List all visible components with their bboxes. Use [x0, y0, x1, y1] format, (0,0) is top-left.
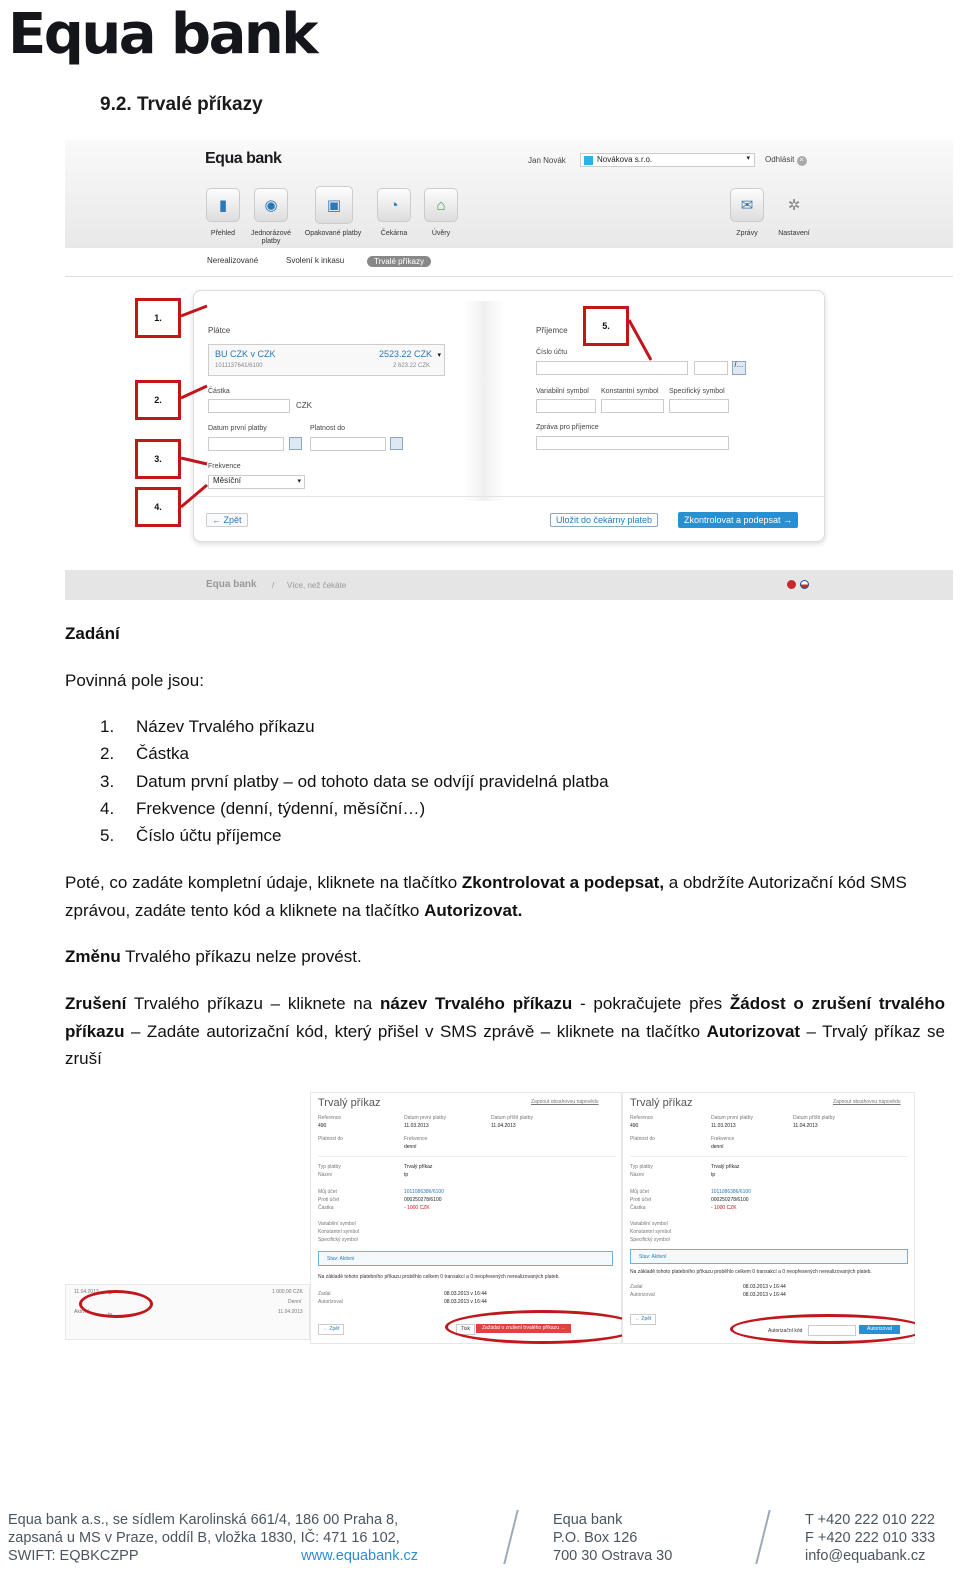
footer-fax: F +420 222 010 333 — [805, 1530, 936, 1546]
company-name: Novákova s.r.o. — [597, 155, 653, 164]
waiting-room-icon[interactable]: ◔ — [377, 188, 411, 222]
to-account-label: Proti účet — [318, 1197, 340, 1203]
footer-phone: T +420 222 010 222 — [805, 1512, 935, 1528]
name-value: tp — [404, 1172, 409, 1178]
auth-code-label: Autorizační kód — [768, 1328, 803, 1334]
ss-label: Specifický symbol — [669, 388, 725, 395]
status-bar — [630, 1249, 908, 1264]
notice-text: Na základě tohoto platebního příkazu proběhlo celkem 0 transakcí a 0 neopřesených nerealizovaných plateb. — [630, 1269, 872, 1275]
cancel-order-screenshot — [65, 1092, 915, 1344]
overview-icon[interactable]: ▮ — [206, 188, 240, 222]
list-state: Aktivní — [74, 1309, 90, 1315]
ks-label: Konstantní symbol — [601, 388, 659, 395]
status-bar — [318, 1251, 613, 1266]
footer-company-info — [8, 1511, 418, 1565]
list-amount: 1 000,00 CZK — [272, 1289, 303, 1295]
next-date-label: Datum příští platby — [793, 1115, 835, 1121]
highlight-cancel-request — [445, 1310, 639, 1344]
valid-label: Platnost do — [630, 1136, 656, 1142]
chevron-down-icon: ▾ — [746, 155, 750, 162]
payer-account-name: BU CZK v CZK — [215, 349, 276, 359]
footer-line: Equa bank a.s., se sídlem Karolinská 661/4, 186 00 Praha 8, — [8, 1512, 399, 1528]
authorized-label: Autorizoval — [630, 1292, 655, 1298]
highlight-order-name — [79, 1290, 153, 1318]
save-to-waiting-button[interactable]: Uložit do čekárny plateb — [550, 513, 658, 527]
panel-title: Trvalý příkaz — [318, 1097, 381, 1109]
name-label: Název — [318, 1172, 333, 1178]
footer-postal — [553, 1511, 672, 1565]
logout-link[interactable]: Odhlásit × — [765, 155, 807, 166]
next-date-label: Datum příští platby — [491, 1115, 533, 1121]
print-button[interactable]: Tisk — [456, 1324, 475, 1335]
reference-value: 490 — [318, 1123, 327, 1129]
list-tp: tp — [108, 1290, 113, 1296]
divider — [318, 1156, 616, 1157]
subnav-unrealized[interactable]: Nerealizované — [207, 256, 259, 265]
valid-label: Platnost do — [318, 1136, 344, 1142]
paragraph-submit: Poté, co zadáte kompletní údaje, kliknete na tlačítko Zkontrolovat a podepsat, a obdržíte Autorizační kód SMS zprávou, zadáte tento kód a kliknete na tlačítko Autorizovat. — [65, 873, 907, 920]
ks-label: Konstantní symbol — [318, 1229, 360, 1235]
frequency-label: Frekvence — [208, 463, 241, 470]
message-label: Zpráva pro příjemce — [536, 424, 599, 431]
reference-label: Reference — [318, 1115, 342, 1121]
marker-4: 4. — [135, 487, 181, 527]
ks-label: Konstantní symbol — [630, 1229, 672, 1235]
footer-line: P.O. Box 126 — [553, 1530, 638, 1546]
recipient-heading: Příjemce — [536, 326, 568, 335]
paragraph-change: Změnu Trvalého příkazu nelze provést. — [65, 947, 362, 966]
loans-icon[interactable]: ⌂ — [424, 188, 458, 222]
bank-list-button[interactable]: /… — [732, 361, 746, 375]
status-text: Stav: Aktivní — [327, 1256, 355, 1262]
chevron-down-icon: ▾ — [297, 478, 301, 485]
footer-line: zapsaná u MS v Praze, oddíl B, vložka 1830, IČ: 471 16 102, — [8, 1530, 400, 1546]
nav-waiting-room[interactable]: Čekárna — [380, 230, 408, 237]
cancel-request-button[interactable]: Zažádat o zrušení trvalého příkazu → — [476, 1324, 571, 1333]
panel-title: Trvalý příkaz — [630, 1097, 693, 1109]
name-value: tp — [711, 1172, 716, 1178]
entered-label: Zadal — [630, 1284, 643, 1290]
app-logo: Equa bank — [205, 150, 282, 167]
settings-gear-icon[interactable]: ✲ — [787, 197, 801, 214]
footer-divider — [503, 1510, 518, 1564]
footer-slogan: Více, než čekáte — [287, 581, 347, 590]
nav-recurring-payments[interactable]: Opakované platby — [304, 230, 362, 237]
marker-arrows — [65, 140, 953, 600]
first-date-value: 11.03.2013 — [404, 1123, 429, 1129]
divider — [630, 1156, 908, 1157]
highlight-authorize — [730, 1314, 915, 1344]
to-account-value: 000250278/6100 — [711, 1197, 749, 1203]
entered-label: Zadal — [318, 1291, 331, 1297]
account-label: Číslo účtu — [536, 349, 568, 356]
freq-value: denní — [711, 1144, 724, 1150]
back-button[interactable]: ← Zpět — [318, 1324, 344, 1335]
footer-email[interactable]: info@equabank.cz — [805, 1548, 926, 1564]
order-detail-panel — [310, 1092, 622, 1344]
authorize-button[interactable]: Autorizovat — [859, 1325, 900, 1334]
chevron-down-icon: ▾ — [437, 352, 441, 359]
first-date-label: Datum první platby — [404, 1115, 446, 1121]
footer-divider — [755, 1510, 770, 1564]
reference-label: Reference — [630, 1115, 654, 1121]
marker-3: 3. — [135, 439, 181, 479]
freq-value: denní — [404, 1144, 417, 1150]
amount-value: - 1000 CZK — [404, 1205, 430, 1211]
list-item: 1. Název Trvalého příkazu — [100, 717, 315, 736]
mandatory-label: Povinná pole jsou: — [65, 671, 204, 690]
first-date-label: Datum první platby — [208, 425, 267, 432]
authorized-value: 08.03.2013 v 16:44 — [743, 1292, 786, 1298]
nav-single-payments[interactable]: Jednorázové platby — [250, 230, 292, 245]
nav-loans[interactable]: Úvěry — [431, 230, 451, 237]
messages-icon[interactable]: ✉ — [730, 188, 764, 222]
authorized-label: Autorizoval — [318, 1299, 343, 1305]
footer-web-link[interactable]: www.equabank.cz — [301, 1548, 418, 1564]
list-item: 2. Částka — [100, 744, 189, 763]
first-date-label: Datum první platby — [711, 1115, 753, 1121]
heading-zadani: Zadání — [65, 624, 120, 643]
entered-value: 08.03.2013 v 16:44 — [743, 1284, 786, 1290]
list-frequency: Denní — [288, 1299, 302, 1305]
type-value: Trvalý příkaz — [711, 1164, 740, 1170]
vs-label: Variabilní symbol — [630, 1221, 668, 1227]
help-link[interactable]: Zapnout obsahovou nápovědu — [833, 1099, 901, 1105]
my-account-value[interactable]: 1011086386/6100 — [404, 1189, 444, 1195]
notice-text: Na základě tohoto platebního příkazu proběhlo celkem 0 transakcí a 0 neopřesených nerealizovaných plateb. — [318, 1274, 560, 1280]
subnav-direct-debit[interactable]: Svolení k inkasu — [286, 256, 345, 265]
payer-account-number: 1011137641/6100 — [215, 363, 263, 369]
footer-slash: / — [272, 581, 275, 590]
amount-label: Částka — [208, 388, 230, 395]
currency-label: CZK — [296, 401, 312, 410]
to-account-label: Proti účet — [630, 1197, 652, 1203]
check-and-sign-button[interactable]: Zkontrolovat a podepsat → — [678, 512, 798, 528]
section-title: 9.2. Trvalé příkazy — [100, 94, 263, 115]
close-icon: × — [797, 156, 807, 166]
valid-to-label: Platnost do — [310, 425, 346, 432]
type-label: Typ platby — [630, 1164, 653, 1170]
reference-value: 490 — [630, 1123, 639, 1129]
ss-label: Specifický symbol — [630, 1237, 670, 1243]
status-text: Stav: Aktivní — [639, 1254, 667, 1260]
nav-settings[interactable]: Nastavení — [778, 230, 810, 237]
footer-line: 700 30 Ostrava 30 — [553, 1548, 673, 1564]
next-date-value: 11.04.2013 — [491, 1123, 516, 1129]
list-item: 5. Číslo účtu příjemce — [100, 826, 282, 845]
payer-balance: 2523.22 CZK — [379, 349, 433, 359]
help-link[interactable]: Zapnout obsahovou nápovědu — [531, 1099, 599, 1105]
to-account-value: 000250278/6100 — [404, 1197, 442, 1203]
paragraph-cancel: Zrušení Trvalého příkazu – kliknete na název Trvalého příkazu - pokračujete přes Žádost o zrušení trvalého příkazu – Zadáte autorizační kód, který přišel v SMS zprávě – kliknete na tlačítko Autorizovat – Trvalý příkaz se zruší — [65, 994, 946, 1068]
nav-messages[interactable]: Zprávy — [736, 230, 758, 237]
equa-bank-logo: Equa bank — [8, 2, 316, 67]
type-label: Typ platby — [318, 1164, 341, 1170]
marker-1: 1. — [135, 298, 181, 338]
amount-label: Částka — [318, 1205, 334, 1211]
vs-label: Variabilní symbol — [318, 1221, 356, 1227]
ss-label: Specifický symbol — [318, 1237, 358, 1243]
subnav-standing-orders[interactable]: Trvalé příkazy — [367, 256, 431, 267]
amount-value: - 1000 CZK — [711, 1205, 737, 1211]
name-label: Název — [630, 1172, 645, 1178]
back-button[interactable]: ← Zpět — [630, 1314, 656, 1325]
footer-logo: Equa bank — [206, 579, 257, 590]
entered-value: 08.03.2013 v 16:44 — [444, 1291, 487, 1297]
my-account-label: Můj účet — [630, 1189, 649, 1195]
single-payment-icon[interactable]: ◉ — [254, 188, 288, 222]
nav-overview[interactable]: Přehled — [210, 230, 236, 237]
footer-line: Equa bank — [553, 1512, 623, 1528]
list-date: 11.04.2013 — [278, 1309, 303, 1315]
authorized-value: 08.03.2013 v 16:44 — [444, 1299, 487, 1305]
user-name: Jan Novák — [528, 156, 566, 165]
marker-5: 5. — [583, 306, 629, 346]
freq-label: Frekvence — [711, 1136, 735, 1142]
frequency-select[interactable]: Měsíční ▾ — [208, 475, 305, 489]
recurring-payment-icon[interactable]: ▣ — [315, 186, 353, 224]
my-account-value[interactable]: 1011086386/6100 — [711, 1189, 751, 1195]
footer-contact — [805, 1511, 935, 1565]
standing-order-form-screenshot — [65, 140, 953, 600]
list-item: 4. Frekvence (denní, týdenní, měsíční…) — [100, 799, 426, 818]
marker-2: 2. — [135, 380, 181, 420]
vs-label: Variabilní symbol — [536, 388, 589, 395]
next-date-value: 11.04.2013 — [793, 1123, 818, 1129]
payer-heading: Plátce — [208, 326, 231, 335]
list-date: 11.04.2013 — [74, 1289, 99, 1295]
footer-line: SWIFT: EQBKCZPP www.equabank.cz — [8, 1548, 418, 1564]
my-account-label: Můj účet — [318, 1189, 337, 1195]
amount-label: Částka — [630, 1205, 646, 1211]
payer-balance-secondary: 2 623.22 CZK — [393, 363, 431, 369]
back-button[interactable]: ← Zpět — [206, 513, 248, 527]
list-tp: tp — [108, 1312, 113, 1318]
first-date-value: 11.03.2013 — [711, 1123, 736, 1129]
list-item: 3. Datum první platby – od tohoto data se odvíjí pravidelná platba — [100, 772, 609, 791]
type-value: Trvalý příkaz — [404, 1164, 433, 1170]
order-authorize-panel — [622, 1092, 915, 1344]
freq-label: Frekvence — [404, 1136, 428, 1142]
